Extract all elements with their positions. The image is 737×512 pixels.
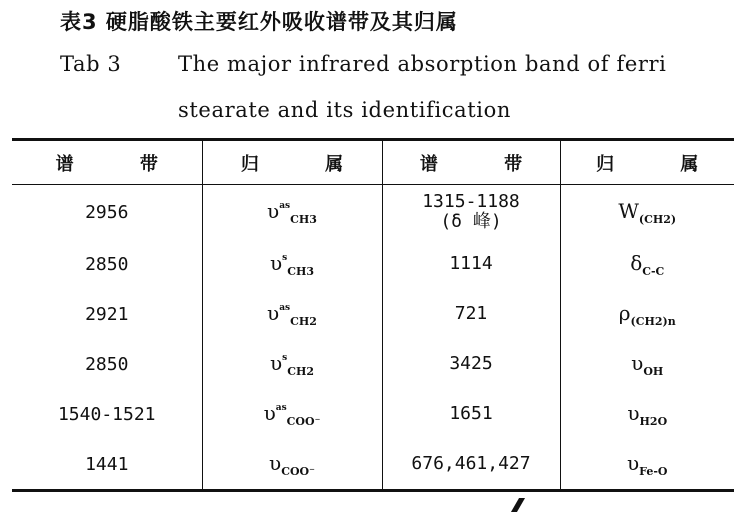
table-caption-line-1: The major infrared absorption band of ferri [178,52,667,76]
band-value: 1114 [382,239,560,289]
band-value: 2850 [85,353,129,375]
table-label: Tab 3 [60,52,122,76]
assignment-symbol: $\upsilon^s_{CH2}$ [202,339,382,389]
band-value: 3425 [382,339,560,389]
assignment-symbol: $\upsilon_{OH}$ [560,339,734,389]
assignment-symbol: $\upsilon^{as}_{CH2}$ [202,289,382,339]
table-title-english-line-2: stearate and its identification [178,98,511,122]
table-row [12,339,734,389]
assignment-symbol: $W_{(CH2)}$ [560,185,734,240]
table-bottom-rule [12,489,734,492]
band-value: 1651 [382,389,560,439]
table-row [12,239,734,289]
table-row [12,389,734,439]
header-band-2: 谱 带 [382,141,560,185]
band-value: 1441 [85,453,129,475]
table-row [12,185,734,240]
band-value: 2956 [85,201,129,223]
band-value: 721 [382,289,560,339]
assignment-symbol: $\upsilon_{COO^-}$ [202,439,382,489]
assignment-symbol: $\upsilon^{as}_{COO^-}$ [202,389,382,439]
ir-band-table [12,141,734,489]
stray-ink-mark [511,498,525,512]
band-note: (δ 峰) [440,211,502,232]
assignment-symbol: $\upsilon_{H2O}$ [560,389,734,439]
assignment-symbol: $\delta_{C-C}$ [560,239,734,289]
assignment-symbol: $\rho_{(CH2)n}$ [560,289,734,339]
table-title-chinese: 表3 硬脂酸铁主要红外吸收谱带及其归属 [60,10,458,34]
header-band-1: 谱 带 [55,153,188,175]
table-row [12,289,734,339]
band-value: 2850 [85,253,129,275]
table-title-english-line-1 [60,52,666,76]
table-row [12,439,734,489]
assignment-symbol: $\upsilon^s_{CH3}$ [202,239,382,289]
header-assignment-1: 归 属 [202,141,382,185]
band-value: 2921 [85,303,129,325]
table-header-row [12,141,734,185]
band-value: 1315-1188 (δ 峰) [382,185,560,240]
band-value: 676,461,427 [382,439,560,489]
band-value: 1540-1521 [57,403,156,425]
header-assignment-2: 归 属 [560,141,734,185]
assignment-symbol: $\upsilon^{as}_{CH3}$ [202,185,382,240]
assignment-symbol: $\upsilon_{Fe-O}$ [560,439,734,489]
